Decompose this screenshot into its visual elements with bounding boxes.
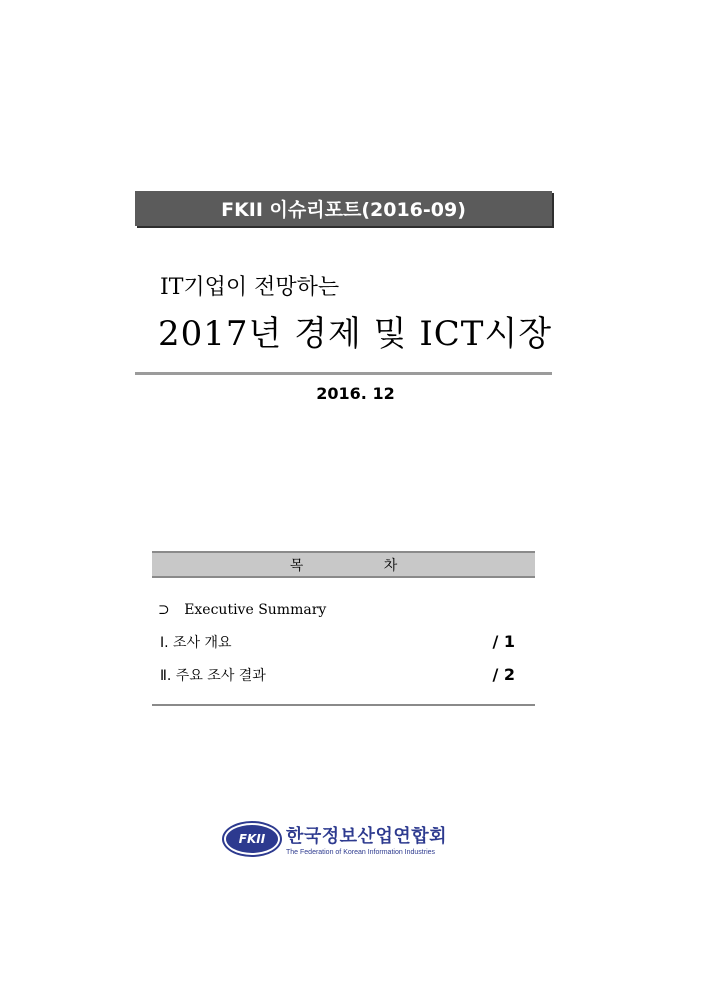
toc-item-label: Ⅰ. 조사 개요 — [160, 635, 232, 651]
logo-korean-name: 한국정보산업연합회 — [286, 826, 447, 847]
organization-logo — [224, 822, 447, 856]
toc-header — [152, 551, 535, 578]
cover-subtitle: IT기업이 전망하는 — [160, 275, 340, 300]
toc-executive-summary — [158, 602, 326, 618]
report-banner — [135, 191, 552, 226]
report-date: 2016. 12 — [316, 384, 395, 403]
fkii-logo-icon — [224, 823, 280, 855]
toc-item — [160, 665, 515, 685]
bullet-icon: ⊃ — [158, 602, 170, 618]
toc-divider — [152, 704, 535, 706]
logo-english-name: The Federation of Korean Information Industries — [286, 849, 436, 856]
toc-executive-label: Executive Summary — [184, 602, 327, 618]
title-divider — [135, 372, 552, 375]
toc-item-page: / 1 — [492, 632, 515, 651]
toc-item-label: Ⅱ. 주요 조사 결과 — [160, 668, 266, 684]
toc-header-label: 목 차 — [289, 557, 436, 574]
toc-item-page: / 2 — [492, 665, 515, 684]
banner-text: FKII 이슈리포트(2016-09) — [221, 199, 466, 221]
logo-mark-text: FKII — [238, 832, 266, 846]
cover-title: 2017년 경제 및 ICT시장 — [158, 314, 553, 354]
toc-item — [160, 632, 515, 652]
